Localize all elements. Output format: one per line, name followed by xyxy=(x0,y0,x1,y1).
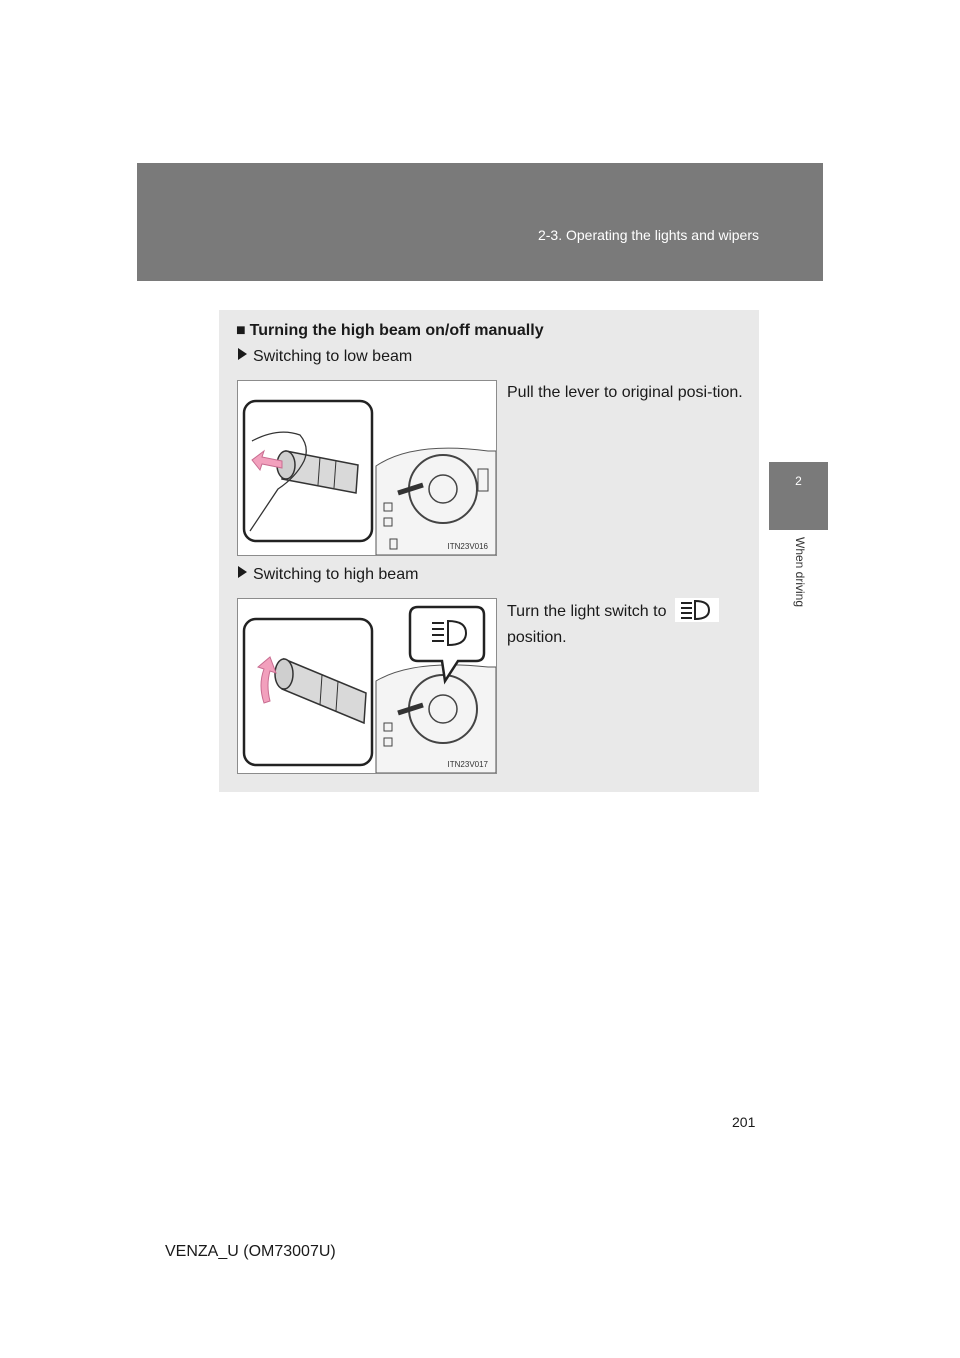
high-beam-illustration xyxy=(237,598,497,774)
low-beam-subheading: Switching to low beam xyxy=(238,348,412,366)
chapter-number: 2 xyxy=(795,474,802,488)
page-number: 201 xyxy=(732,1114,756,1130)
low-beam-instruction: Pull the lever to original posi-tion. xyxy=(507,384,743,401)
section-title: 2-3. Operating the lights and wipers xyxy=(537,227,759,243)
chapter-tab xyxy=(769,462,828,530)
high-beam-instruction: Turn the light switch to position. xyxy=(507,598,743,651)
info-panel xyxy=(219,310,759,792)
high-beam-icon xyxy=(675,598,719,622)
figure-code: ITN23V016 xyxy=(447,542,488,551)
low-beam-illustration xyxy=(237,380,497,556)
triangle-bullet-icon xyxy=(238,348,247,360)
high-beam-subheading: Switching to high beam xyxy=(238,566,418,584)
figure-code: ITN23V017 xyxy=(447,760,488,769)
chapter-label: When driving xyxy=(793,537,807,608)
square-bullet-icon: ■ xyxy=(236,322,246,339)
header-band xyxy=(137,163,823,281)
section-heading: ■ Turning the high beam on/off manually xyxy=(236,322,544,339)
triangle-bullet-icon xyxy=(238,566,247,578)
document-id: VENZA_U (OM73007U) xyxy=(165,1243,336,1260)
